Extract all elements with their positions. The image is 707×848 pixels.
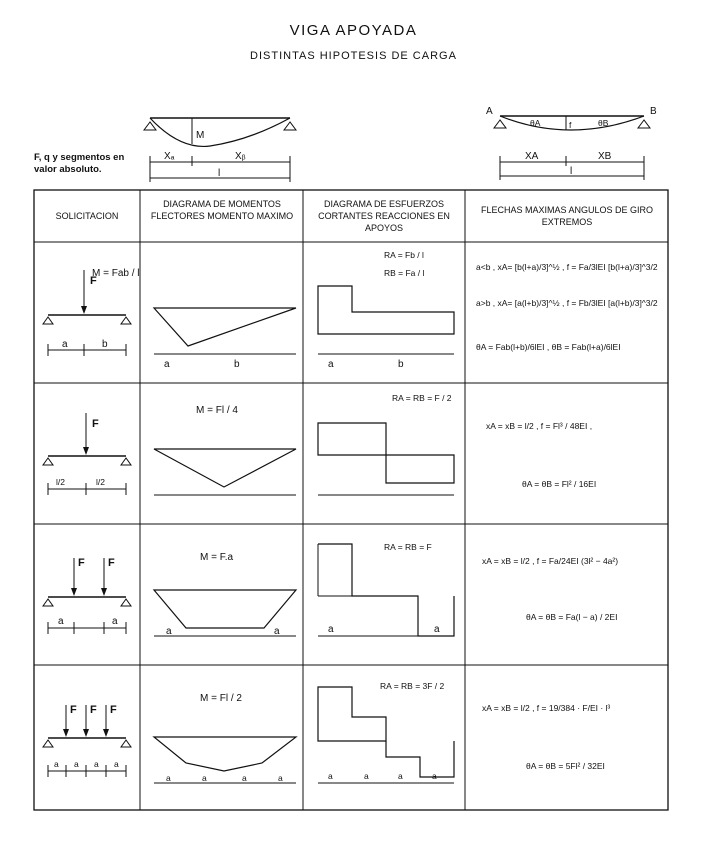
row-3-reaction: RA = RB = F [384, 542, 432, 552]
row-1-formulas [476, 262, 658, 352]
svg-text:a: a [94, 759, 99, 769]
svg-text:a: a [398, 771, 403, 781]
moment-label: M [196, 130, 205, 141]
row-3-formula-2: θA = θB = Fa(l − a) / 2EI [526, 612, 618, 622]
svg-text:F: F [90, 704, 97, 716]
row-4-seg-2: a [114, 759, 119, 769]
row-1-formula-2: a>b , xA= [a(l+b)/3]^½ , f = Fb/3lEI [a(l+b)/3]^3/2 [476, 298, 658, 308]
support-b-label: B [650, 106, 657, 117]
row-4 [34, 665, 668, 810]
svg-text:a: a [242, 773, 247, 783]
xa-label: Xₐ [164, 151, 175, 162]
svg-text:a: a [328, 359, 334, 370]
row-4-formula-2: θA = θB = 5Fl² / 32EI [526, 761, 605, 771]
length-right-label: l [570, 166, 573, 177]
row-2-reaction: RA = RB = F / 2 [392, 393, 452, 403]
row-2-seg-2: l/2 [96, 477, 105, 487]
xa-right-label: XA [525, 151, 539, 162]
row-2-formulas [486, 421, 596, 489]
row-4-formulas [482, 703, 610, 771]
row-4-reaction: RA = RB = 3F / 2 [380, 681, 445, 691]
row-3-formula-1: xA = xB = l/2 , f = Fa/24EI (3l² − 4a²) [482, 556, 619, 566]
row-3-load [43, 557, 131, 634]
svg-text:a: a [328, 624, 334, 635]
row-2-moment-diagram [154, 405, 296, 495]
svg-text:a: a [364, 771, 369, 781]
svg-text:F: F [108, 557, 115, 569]
theta-b-label: θB [598, 118, 609, 128]
row-3-moment: M = F.a [200, 552, 234, 563]
row-1-formula-3: θA = Fab(l+b)/6lEI , θB = Fab(l+a)/6lEI [476, 342, 621, 352]
row-3-load-label: F [78, 557, 85, 569]
svg-text:F: F [110, 704, 117, 716]
row-1-shear-diagram [318, 250, 454, 370]
row-1-load [43, 270, 131, 356]
row-3-shear-diagram [318, 542, 454, 636]
row-2-formula-1: xA = xB = l/2 , f = Fl³ / 48EI , [486, 421, 593, 431]
row-1 [34, 242, 668, 383]
row-2-shear-diagram [318, 393, 454, 495]
svg-text:a: a [74, 759, 79, 769]
row-1-seg-b: b [102, 339, 108, 350]
row-1-reaction-a: RA = Fb / l [384, 250, 424, 260]
svg-text:a: a [202, 773, 207, 783]
svg-text:a: a [166, 626, 172, 637]
row-1-moment-diagram [92, 268, 296, 370]
row-2 [34, 383, 668, 524]
svg-text:b: b [398, 359, 404, 370]
theta-a-label: θA [530, 118, 541, 128]
svg-text:a: a [434, 624, 440, 635]
row-1-moment: M = Fab / l [92, 268, 140, 279]
svg-text:b: b [234, 359, 240, 370]
svg-text:a: a [278, 773, 283, 783]
row-4-seg-1: a [54, 759, 59, 769]
header-solicitacion: SOLICITACION [55, 211, 119, 221]
header-cortantes: DIAGRAMA DE ESFUERZOS CORTANTES REACCIONES EN APOYOS [318, 199, 450, 233]
deflection-label: f [569, 120, 572, 130]
row-2-load-label: F [92, 418, 99, 430]
row-4-formula-1: xA = xB = l/2 , f = 19/384 · F/EI · l³ [482, 703, 611, 713]
svg-text:a: a [432, 771, 437, 781]
row-1-reaction-b: RB = Fa / l [384, 268, 425, 278]
row-4-shear-diagram [318, 681, 454, 783]
row-3-moment-diagram [154, 552, 296, 637]
row-3-seg-2: a [112, 616, 118, 627]
page-title: VIGA APOYADA [289, 22, 418, 39]
row-4-moment: M = Fl / 2 [200, 693, 242, 704]
xb-right-label: XB [598, 151, 612, 162]
row-2-formula-2: θA = θB = Fl² / 16EI [522, 479, 597, 489]
svg-text:a: a [274, 626, 280, 637]
xb-label: Xᵦ [235, 151, 246, 162]
row-1-load-label: F [90, 275, 97, 287]
svg-text:a: a [328, 771, 333, 781]
absolute-value-note: F, q y segmentos en valor absoluto. [34, 152, 125, 175]
row-2-seg-1: l/2 [56, 477, 65, 487]
row-3-formulas [482, 556, 618, 622]
row-1-seg-a: a [62, 339, 68, 350]
row-3 [34, 524, 668, 665]
row-3-seg-1: a [58, 616, 64, 627]
support-a-label: A [486, 106, 493, 117]
row-4-load [43, 704, 131, 777]
header-momentos: DIAGRAMA DE MOMENTOS FLECTORES MOMENTO MAXIMO [150, 199, 294, 221]
header-flechas: FLECHAS MAXIMAS ANGULOS DE GIRO EXTREMOS [480, 205, 654, 227]
row-1-formula-1: a<b , xA= [b(l+a)/3]^½ , f = Fa/3lEI [b(l+a)/3]^3/2 [476, 262, 658, 272]
row-2-load [43, 413, 131, 495]
svg-text:a: a [164, 359, 170, 370]
length-label: l [218, 168, 221, 179]
row-4-moment-diagram [154, 693, 296, 783]
page-subtitle: DISTINTAS HIPOTESIS DE CARGA [250, 50, 457, 62]
row-4-load-label: F [70, 704, 77, 716]
svg-text:a: a [166, 773, 171, 783]
row-2-moment: M = Fl / 4 [196, 405, 238, 416]
